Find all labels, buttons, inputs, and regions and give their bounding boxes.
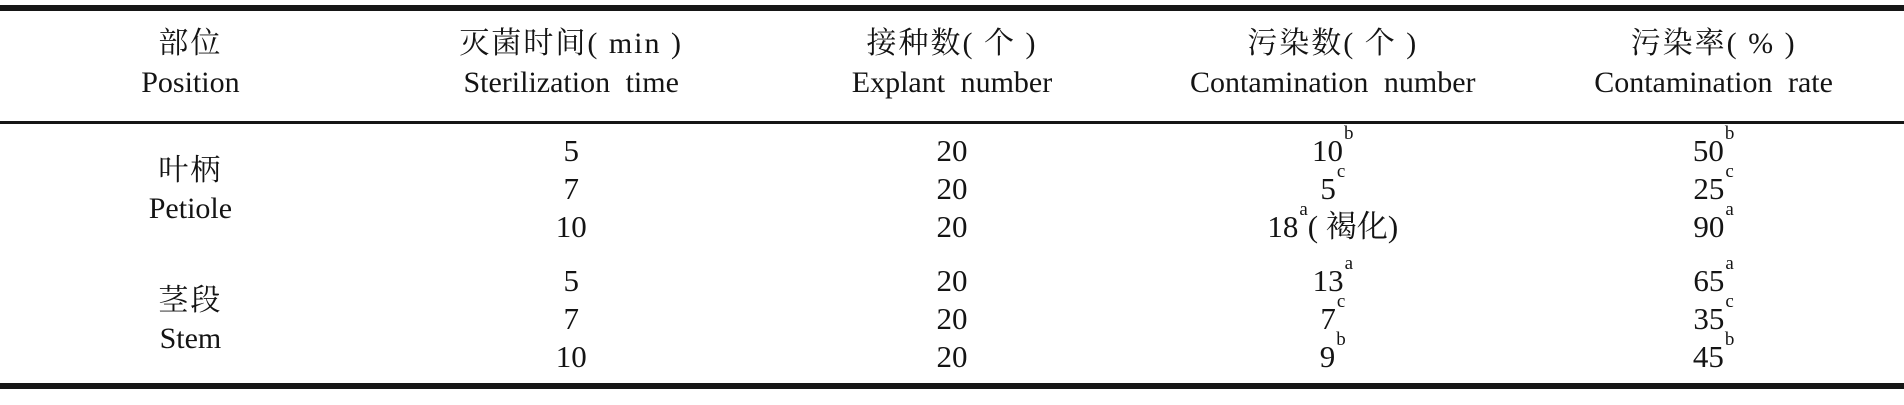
cell-contamination-rate: [1523, 329, 1904, 376]
contamination-value: 9: [1319, 339, 1336, 374]
group-label-stem: [0, 262, 381, 376]
cell-explants: 20: [936, 339, 968, 374]
rate-value: 45: [1692, 339, 1724, 374]
column-header-contamination-number: [1142, 24, 1523, 121]
column-header-explant-number-en: Explant number: [851, 66, 1053, 99]
cell-contamination-rate: [1523, 199, 1904, 246]
column-header-sterilization-time-cn: 灭菌时间( min ): [459, 27, 684, 60]
column-header-explant-number-cn: 接种数( 个 ): [866, 27, 1038, 60]
cell-contamination-rate: [1523, 123, 1904, 170]
cell-explants: 20: [936, 133, 968, 168]
significance-superscript: b: [1724, 123, 1735, 145]
cell-contamination-rate: [1523, 291, 1904, 338]
column-explant-number-petiole: [762, 132, 1143, 246]
column-contamination-rate-stem: [1523, 253, 1904, 376]
column-contamination-number-petiole: [1142, 123, 1523, 246]
cell-contamination-number: [1142, 123, 1523, 170]
rate-value: 90: [1693, 209, 1725, 244]
contamination-value: 18: [1267, 209, 1299, 244]
significance-superscript: a: [1725, 199, 1734, 221]
column-header-sterilization-time-en: Sterilization time: [463, 66, 679, 99]
column-header-explant-number: [762, 24, 1143, 121]
column-sterilization-time-petiole: [381, 132, 762, 246]
cell-explants: 20: [936, 209, 968, 244]
column-header-contamination-rate-en: Contamination rate: [1594, 66, 1833, 99]
rate-value: 35: [1693, 301, 1725, 336]
cell-time: 7: [563, 301, 579, 336]
group-label-petiole: [0, 132, 381, 246]
significance-superscript: a: [1344, 253, 1353, 275]
cell-contamination-number: [1142, 199, 1523, 246]
table-body: [0, 124, 1904, 376]
group-label-petiole-cn: 叶柄: [158, 154, 223, 187]
cell-explants: 20: [936, 263, 968, 298]
contamination-value: 13: [1312, 263, 1344, 298]
significance-superscript: c: [1336, 291, 1346, 313]
column-header-position-cn: 部位: [158, 27, 223, 60]
cell-time: 7: [563, 171, 579, 206]
group-label-stem-cn: 茎段: [158, 284, 223, 317]
column-sterilization-time-stem: [381, 262, 762, 376]
column-contamination-number-stem: [1142, 253, 1523, 376]
cell-contamination-rate: [1523, 161, 1904, 208]
row-group-petiole: [0, 123, 1904, 246]
column-header-contamination-number-cn: 污染数( 个 ): [1247, 27, 1419, 60]
cell-contamination-number: [1142, 291, 1523, 338]
significance-superscript: b: [1724, 329, 1735, 351]
significance-superscript: c: [1725, 161, 1734, 183]
column-header-contamination-rate: [1523, 24, 1904, 121]
table-header-row: [0, 11, 1904, 121]
contamination-value: 10: [1312, 133, 1344, 168]
significance-superscript: b: [1344, 123, 1354, 145]
rate-value: 25: [1693, 171, 1725, 206]
significance-superscript: c: [1725, 291, 1734, 313]
cell-time: 10: [555, 209, 587, 244]
contamination-value: 5: [1320, 171, 1336, 206]
rate-value: 65: [1693, 263, 1725, 298]
significance-superscript: a: [1725, 253, 1734, 275]
contamination-value: 7: [1320, 301, 1336, 336]
row-group-stem: [0, 253, 1904, 376]
cell-explants: 20: [936, 301, 968, 336]
column-contamination-rate-petiole: [1523, 123, 1904, 246]
cell-contamination-number: [1142, 253, 1523, 300]
cell-contamination-number: [1142, 329, 1523, 376]
table-bottom-border: [0, 383, 1904, 389]
significance-superscript: a: [1299, 199, 1308, 221]
group-label-stem-en: Stem: [159, 322, 222, 355]
column-header-sterilization-time: [381, 24, 762, 121]
column-header-position-en: Position: [141, 66, 240, 99]
column-header-position: [0, 24, 381, 121]
cell-time: 5: [563, 133, 579, 168]
significance-superscript: c: [1336, 161, 1346, 183]
column-explant-number-stem: [762, 262, 1143, 376]
column-header-contamination-rate-cn: 污染率( % ): [1630, 27, 1797, 60]
cell-contamination-rate: [1523, 253, 1904, 300]
sterilization-results-table: [0, 5, 1904, 405]
column-header-contamination-number-en: Contamination number: [1190, 66, 1476, 99]
rate-value: 50: [1692, 133, 1724, 168]
group-label-petiole-en: Petiole: [148, 192, 233, 225]
cell-time: 5: [563, 263, 579, 298]
cell-time: 10: [555, 339, 587, 374]
significance-superscript: b: [1336, 329, 1346, 351]
contamination-note: ( 褐化): [1307, 209, 1399, 244]
cell-explants: 20: [936, 171, 968, 206]
cell-contamination-number: [1142, 161, 1523, 208]
